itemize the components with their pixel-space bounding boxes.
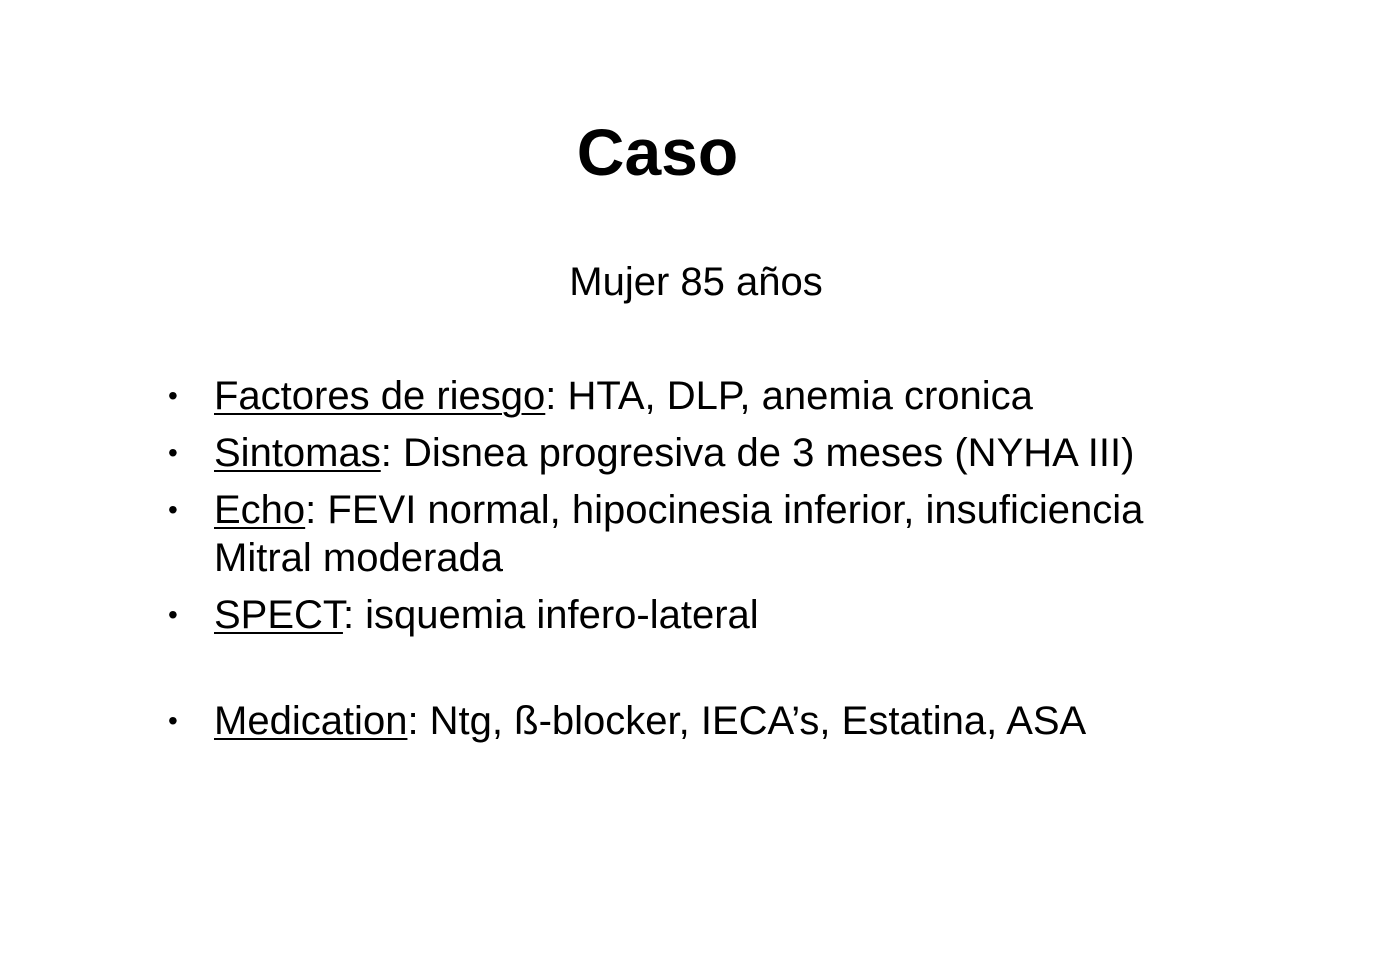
- bullet-icon: •: [168, 705, 178, 736]
- medication-text: : Ntg, ß-blocker, IECA’s, Estatina, ASA: [407, 699, 1087, 743]
- list-item-risk-factors: [168, 372, 1228, 420]
- spect-term: SPECT: [214, 593, 343, 637]
- risk-factors-term: Factores de riesgo: [214, 374, 546, 418]
- risk-factors-text: : HTA, DLP, anemia cronica: [545, 374, 1033, 418]
- spect-text: : isquemia infero-lateral: [342, 593, 759, 637]
- symptoms-text: : Disnea progresiva de 3 meses (NYHA III): [380, 431, 1135, 475]
- list-item-symptoms: [168, 429, 1228, 477]
- bullet-icon: •: [168, 380, 178, 411]
- list-item-medication: [168, 697, 1228, 745]
- list-item-echo: [168, 486, 1228, 582]
- bullet-icon: •: [168, 494, 178, 525]
- echo-text: : FEVI normal, hipocinesia inferior, insuficiencia Mitral moderada: [214, 488, 1144, 580]
- slide-title: Caso: [576, 115, 739, 189]
- echo-term: Echo: [214, 488, 306, 532]
- bullet-icon: •: [168, 599, 178, 630]
- bullet-icon: •: [168, 437, 178, 468]
- medication-term: Medication: [214, 699, 408, 743]
- case-details-list: [168, 372, 1228, 754]
- list-item-spect: [168, 591, 1228, 639]
- patient-subtitle: Mujer 85 años: [569, 260, 823, 304]
- symptoms-term: Sintomas: [214, 431, 381, 475]
